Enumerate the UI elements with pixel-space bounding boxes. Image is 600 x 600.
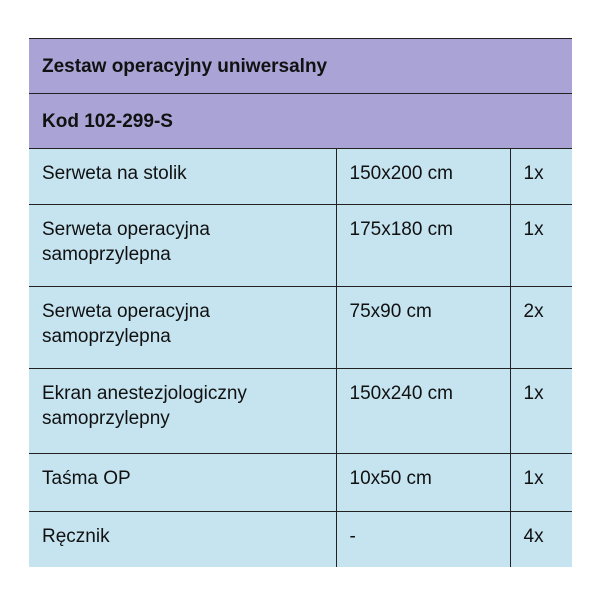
item-qty: 4x <box>510 512 572 567</box>
set-code: Kod 102-299-S <box>29 94 572 149</box>
item-qty: 1x <box>510 149 572 205</box>
item-qty: 1x <box>510 369 572 454</box>
table-row <box>29 454 572 512</box>
item-size: 75x90 cm <box>336 287 510 369</box>
item-qty: 1x <box>510 454 572 512</box>
table-row <box>29 512 572 567</box>
table-row <box>29 287 572 369</box>
code-row <box>29 94 572 149</box>
item-name: Taśma OP <box>29 454 336 512</box>
item-size: - <box>336 512 510 567</box>
item-name: Ekran anestezjologiczny samoprzylepny <box>29 369 336 454</box>
item-size: 10x50 cm <box>336 454 510 512</box>
table-row <box>29 369 572 454</box>
item-size: 150x240 cm <box>336 369 510 454</box>
product-table <box>29 38 572 567</box>
item-name: Serweta na stolik <box>29 149 336 205</box>
item-size: 175x180 cm <box>336 205 510 287</box>
table-row <box>29 149 572 205</box>
table-row <box>29 205 572 287</box>
item-qty: 2x <box>510 287 572 369</box>
title-row <box>29 39 572 94</box>
item-name: Serweta operacyjna samoprzylepna <box>29 287 336 369</box>
item-qty: 1x <box>510 205 572 287</box>
item-size: 150x200 cm <box>336 149 510 205</box>
item-name: Ręcznik <box>29 512 336 567</box>
set-title: Zestaw operacyjny uniwersalny <box>29 39 572 94</box>
item-name: Serweta operacyjna samoprzylepna <box>29 205 336 287</box>
